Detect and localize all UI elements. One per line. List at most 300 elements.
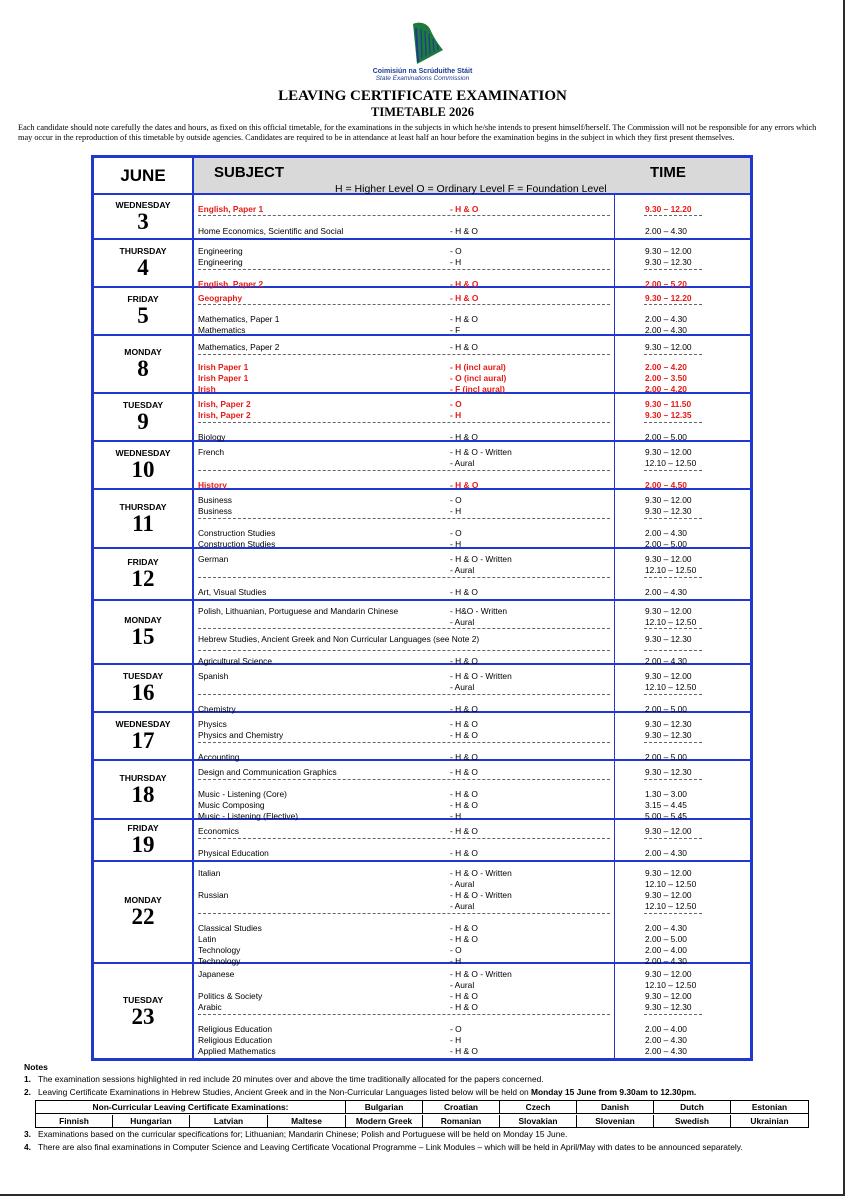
day-number: 3	[137, 208, 149, 234]
day-block	[94, 665, 750, 713]
day-number: 19	[131, 832, 155, 857]
session-separator	[644, 577, 702, 578]
exam-level: - H	[450, 410, 462, 420]
exam-time: 2.00 – 4.50	[645, 480, 687, 490]
day-block	[94, 336, 750, 394]
day-block	[94, 601, 750, 665]
day-name: TUESDAY	[122, 671, 164, 681]
exam-subject: English, Paper 1	[198, 204, 264, 214]
language-cell: Estonian	[751, 1102, 788, 1112]
session-separator	[198, 354, 610, 355]
exam-time: 2.00 – 4.30	[645, 656, 687, 666]
exam-row	[94, 606, 750, 617]
exam-level: - H & O	[450, 752, 478, 762]
exam-row	[94, 730, 750, 741]
session-separator	[644, 304, 702, 305]
exam-row	[94, 342, 750, 353]
exam-level: - H & O - Written	[450, 554, 512, 564]
note-4	[24, 1142, 743, 1153]
exam-level: - H	[450, 811, 462, 821]
day-name: THURSDAY	[119, 501, 167, 512]
exam-time: 12.10 – 12.50	[645, 458, 697, 468]
exam-time: 9.30 – 12.30	[645, 767, 692, 777]
exam-time: 2.00 – 4.30	[645, 1035, 687, 1045]
exam-subject: German	[198, 554, 229, 564]
session-separator	[644, 694, 702, 695]
page-subtitle: TIMETABLE 2026	[371, 105, 474, 119]
day-block	[94, 761, 750, 820]
exam-time: 9.30 – 12.00	[645, 671, 692, 681]
exam-level: - H & O	[450, 800, 478, 810]
languages-row-1	[36, 1101, 808, 1114]
exam-level: - O (incl aural)	[450, 373, 507, 383]
exam-level: - H	[450, 539, 462, 549]
day-number: 17	[131, 728, 155, 753]
exam-level: - H & O	[450, 204, 479, 214]
exam-time: 2.00 – 4.30	[645, 587, 687, 597]
exam-subject: Mathematics	[198, 325, 246, 335]
language-cell: Croatian	[423, 1101, 500, 1114]
exam-row	[94, 246, 750, 257]
day-number: 12	[131, 566, 155, 591]
exam-time: 9.30 – 12.00	[645, 447, 692, 457]
language-cell: Maltese	[268, 1115, 346, 1128]
exam-time: 9.30 – 12.00	[645, 991, 692, 1001]
session-separator	[644, 913, 702, 914]
exam-row	[94, 617, 750, 628]
exam-level: - H & O	[450, 719, 478, 729]
exam-time: 9.30 – 12.00	[645, 554, 692, 564]
session-separator	[198, 215, 610, 216]
session-separator	[198, 518, 610, 519]
exam-subject: Latin	[198, 934, 217, 944]
exam-time: 2.00 – 4.30	[645, 923, 687, 933]
exam-row	[94, 1002, 750, 1013]
exam-level: - H (incl aural)	[450, 362, 506, 372]
exam-time: 2.00 – 5.00	[645, 432, 687, 442]
exam-time: 9.30 – 12.00	[645, 826, 692, 836]
exam-time: 2.00 – 4.30	[645, 314, 687, 324]
exam-level: - Aural	[450, 617, 475, 627]
languages-row-2	[36, 1115, 808, 1128]
day-block	[94, 442, 750, 490]
ncl-label: Non-Curricular Leaving Certificate Examinations:	[36, 1101, 346, 1114]
session-separator	[644, 215, 702, 216]
exam-subject: Japanese	[198, 969, 235, 979]
exam-time: 2.00 – 4.30	[645, 325, 687, 335]
exam-subject: Arabic	[198, 1002, 222, 1012]
exam-row	[94, 969, 750, 980]
language-cell: Danish	[577, 1101, 654, 1114]
exam-time: 9.30 – 12.30	[645, 719, 692, 729]
exam-level: - Aural	[450, 682, 475, 692]
exam-level: - H & O	[450, 293, 479, 303]
exam-level: - H	[450, 1035, 462, 1045]
exam-time: 9.30 – 12.30	[645, 506, 692, 516]
notes-heading: Notes	[24, 1062, 48, 1072]
day-number: 22	[131, 904, 155, 929]
day-name: FRIDAY	[127, 823, 159, 833]
note-number: 2.	[24, 1087, 31, 1097]
exam-subject: Mathematics, Paper 1	[198, 314, 280, 324]
table-header	[94, 158, 750, 195]
day-block	[94, 195, 750, 240]
session-separator	[644, 838, 702, 839]
session-separator	[644, 518, 702, 519]
language-cell: Czech	[500, 1101, 577, 1114]
exam-row	[94, 879, 750, 890]
exam-level: - H & O	[450, 848, 478, 858]
exam-subject: Irish Paper 1	[198, 362, 249, 372]
exam-level: - H	[450, 506, 462, 516]
session-separator	[198, 470, 610, 471]
exam-level: - O	[450, 495, 462, 505]
exam-level: - O	[450, 399, 462, 409]
note-number: 3.	[24, 1129, 31, 1139]
exam-level: - Aural	[450, 879, 475, 889]
day-block	[94, 240, 750, 288]
exam-time: 9.30 – 12.00	[645, 342, 692, 352]
exam-subject: Accounting	[198, 752, 240, 762]
exam-level: - F	[450, 325, 461, 335]
exam-level: - Aural	[450, 565, 475, 575]
language-cell: Swedish	[654, 1115, 731, 1128]
exam-row	[94, 362, 750, 373]
exam-subject: Construction Studies	[198, 539, 276, 549]
exam-subject: Art, Visual Studies	[198, 587, 267, 597]
exam-level: - H & O - Written	[450, 447, 512, 457]
session-separator	[198, 422, 610, 423]
day-name: FRIDAY	[127, 294, 159, 304]
exam-row	[94, 945, 750, 956]
session-separator	[198, 577, 610, 578]
session-separator	[644, 1014, 702, 1015]
day-number: 11	[132, 510, 154, 536]
exam-subject: History	[198, 480, 227, 490]
exam-level: - Aural	[450, 980, 475, 990]
exam-row	[94, 826, 750, 837]
exam-time: 5.00 – 5.45	[645, 811, 687, 821]
exam-level: - H & O	[450, 656, 478, 666]
intro-paragraph: Each candidate should note carefully the dates and hours, as fixed on this official timetable, for the examinations in the subjects in which he/she intends to present himself/herself. The Commission will not be responsible for any errors which may occur in the reproduction of this timetable by outside agencies. Candidates are required to be in attendance at least half an hour before the examination begins in the subject in which they first present themselves.	[18, 123, 817, 142]
day-name: MONDAY	[124, 895, 162, 905]
exam-level: - H & O	[450, 826, 478, 836]
exam-subject: Construction Studies	[198, 528, 276, 538]
note-1	[24, 1074, 544, 1085]
exam-time: 12.10 – 12.50	[645, 980, 697, 990]
exam-level: - H & O	[450, 991, 478, 1001]
exam-time: 2.00 – 4.20	[645, 362, 687, 372]
exam-subject: Engineering	[198, 246, 243, 256]
exam-time: 2.00 – 4.30	[645, 226, 687, 236]
exam-row	[94, 587, 750, 598]
exam-level: - H & O	[450, 342, 478, 352]
exam-row	[94, 767, 750, 778]
exam-subject: Applied Mathematics	[198, 1046, 276, 1056]
exam-row	[94, 565, 750, 576]
session-separator	[644, 422, 702, 423]
session-separator	[198, 838, 610, 839]
exam-time: 2.00 – 5.00	[645, 539, 687, 549]
exam-row	[94, 980, 750, 991]
exam-level: - O	[450, 1024, 462, 1034]
exam-row	[94, 848, 750, 859]
exam-subject: Russian	[198, 890, 229, 900]
day-number: 18	[131, 781, 155, 807]
exam-time: 1.30 – 3.00	[645, 789, 687, 799]
exam-subject: Design and Communication Graphics	[198, 767, 337, 777]
day-number: 16	[131, 680, 155, 705]
day-number: 9	[137, 409, 149, 434]
exam-level: - H & O	[450, 789, 478, 799]
day-name: WEDNESDAY	[115, 448, 171, 458]
session-separator	[644, 779, 702, 780]
exam-time: 9.30 – 12.30	[645, 730, 692, 740]
exam-time: 9.30 – 12.00	[645, 606, 692, 616]
exam-time: 2.00 – 5.00	[645, 934, 687, 944]
session-separator	[198, 913, 610, 914]
exam-level: - Aural	[450, 901, 475, 911]
exam-time: 12.10 – 12.50	[645, 682, 697, 692]
org-name-irish: Coimisiún na Scrúduithe Stáit	[372, 68, 473, 75]
exam-row	[94, 410, 750, 421]
session-separator	[198, 650, 610, 651]
day-name: MONDAY	[124, 615, 162, 625]
exam-level: - H & O - Written	[450, 890, 512, 900]
exam-level: - H & O	[450, 1046, 478, 1056]
day-block	[94, 862, 750, 964]
exam-row	[94, 447, 750, 458]
exam-row	[94, 204, 750, 215]
exam-row	[94, 399, 750, 410]
note-2	[24, 1087, 696, 1098]
exam-row	[94, 868, 750, 879]
session-separator	[198, 742, 610, 743]
exam-subject: Geography	[198, 293, 243, 303]
exam-level: - H & O - Written	[450, 671, 512, 681]
language-cell: Bulgarian	[346, 1101, 423, 1114]
non-curricular-languages-table	[35, 1100, 809, 1128]
exam-row	[94, 923, 750, 934]
note-text: The examination sessions highlighted in red include 20 minutes over and above the time traditionally allocated for the papers concerned.	[38, 1074, 544, 1084]
session-separator	[198, 779, 610, 780]
exam-time: 9.30 – 12.00	[645, 890, 692, 900]
exam-row	[94, 789, 750, 800]
exam-subject: Business	[198, 495, 232, 505]
exam-time: 9.30 – 12.30	[645, 1002, 692, 1012]
exam-row	[94, 325, 750, 336]
exam-subject: Economics	[198, 826, 239, 836]
exam-subject: Irish	[198, 384, 216, 394]
exam-level: - Aural	[450, 458, 475, 468]
exam-time: 9.30 – 12.35	[645, 410, 692, 420]
exam-row	[94, 682, 750, 693]
level-legend: H = Higher Level O = Ordinary Level F = Foundation Level	[335, 183, 607, 195]
exam-time: 12.10 – 12.50	[645, 901, 697, 911]
day-name: FRIDAY	[127, 557, 159, 567]
exam-row	[94, 257, 750, 268]
session-separator	[198, 1014, 610, 1015]
session-separator	[644, 650, 702, 651]
time-header: TIME	[650, 164, 686, 181]
language-cell: Slovenian	[577, 1115, 654, 1128]
exam-time: 2.00 – 5.00	[645, 752, 687, 762]
language-cell: Latvian	[190, 1115, 268, 1128]
day-name: MONDAY	[124, 347, 162, 357]
exam-level: - H	[450, 956, 462, 966]
exam-subject: Politics & Society	[198, 991, 263, 1001]
language-cell: Finnish	[36, 1115, 113, 1128]
exam-subject: Music - Listening (Elective)	[198, 811, 299, 821]
page-title: LEAVING CERTIFICATE EXAMINATION	[278, 88, 567, 104]
exam-time: 9.30 – 12.00	[645, 868, 692, 878]
exam-subject: Chemistry	[198, 704, 236, 714]
exam-level: - H & O	[450, 480, 479, 490]
exam-row	[94, 373, 750, 384]
exam-row	[94, 934, 750, 945]
exam-subject: Italian	[198, 868, 221, 878]
note-text: Leaving Certificate Examinations in Hebrew Studies, Ancient Greek and in the Non-Curricular Languages listed below will be held on	[38, 1087, 531, 1097]
day-name: WEDNESDAY	[115, 719, 171, 729]
exam-row	[94, 1035, 750, 1046]
exam-level: - H & O	[450, 923, 478, 933]
exam-row	[94, 671, 750, 682]
exam-time: 3.15 – 4.45	[645, 800, 687, 810]
exam-time: 2.00 – 3.50	[645, 373, 687, 383]
exam-subject: Engineering	[198, 257, 243, 267]
day-name: TUESDAY	[122, 400, 164, 410]
exam-time: 2.00 – 4.00	[645, 945, 687, 955]
exam-level: - H	[450, 257, 462, 267]
day-number: 5	[137, 303, 149, 328]
exam-subject: Agricultural Science	[198, 656, 273, 666]
language-cell: Ukrainian	[750, 1116, 789, 1126]
exam-subject: Technology	[198, 945, 241, 955]
exam-time: 9.30 – 12.00	[645, 495, 692, 505]
exam-level: - H & O	[450, 226, 478, 236]
exam-level: - H & O - Written	[450, 868, 512, 878]
day-block	[94, 394, 750, 442]
day-name: THURSDAY	[119, 772, 167, 783]
exam-time: 2.00 – 4.00	[645, 1024, 687, 1034]
exam-level: - H & O	[450, 314, 478, 324]
exam-row	[94, 554, 750, 565]
note-number: 1.	[24, 1074, 31, 1084]
exam-level: - H & O - Written	[450, 969, 512, 979]
exam-subject: English, Paper 2	[198, 279, 264, 289]
exam-time: 12.10 – 12.50	[645, 565, 697, 575]
exam-time: 12.10 – 12.50	[645, 617, 697, 627]
harp-logo-icon	[405, 20, 445, 68]
exam-level: - H & O	[450, 730, 478, 740]
exam-subject: Biology	[198, 432, 226, 442]
note-bold-text: Monday 15 June from 9.30am to 12.30pm.	[531, 1087, 697, 1097]
exam-level: - H & O	[450, 704, 478, 714]
exam-subject: Mathematics, Paper 2	[198, 342, 280, 352]
exam-time: 2.00 – 4.30	[645, 1046, 687, 1056]
exam-time: 2.00 – 4.30	[645, 956, 687, 966]
exam-time: 2.00 – 4.30	[645, 528, 687, 538]
session-separator	[198, 304, 610, 305]
day-name: WEDNESDAY	[115, 199, 171, 210]
org-name-english: State Examinations Commission	[375, 75, 470, 82]
day-number: 15	[131, 624, 155, 649]
exam-time: 2.00 – 5.20	[645, 279, 687, 289]
exam-subject: Spanish	[198, 671, 229, 681]
exam-subject: Irish Paper 1	[198, 373, 249, 383]
exam-subject: Irish, Paper 2	[198, 410, 251, 420]
session-separator	[644, 470, 702, 471]
exam-time: 2.00 – 5.00	[645, 704, 687, 714]
exam-time: 9.30 – 12.30	[645, 257, 692, 267]
exam-row	[94, 1024, 750, 1035]
note-text: There are also final examinations in Computer Science and Leaving Certificate Vocational Programme – Link Modules – which will be held in April/May with dates to be announced separately.	[38, 1142, 743, 1152]
subject-header: SUBJECT	[214, 164, 285, 181]
exam-row	[94, 890, 750, 901]
exam-level: - O	[450, 246, 462, 256]
day-block	[94, 288, 750, 336]
exam-row	[94, 901, 750, 912]
exam-level: - O	[450, 945, 462, 955]
day-block	[94, 549, 750, 601]
day-block	[94, 490, 750, 549]
exam-time: 9.30 – 11.50	[645, 399, 692, 409]
exam-level: - H & O	[450, 432, 478, 442]
exam-row	[94, 528, 750, 539]
exam-row	[94, 991, 750, 1002]
day-block	[94, 713, 750, 761]
exam-time: 9.30 – 12.20	[645, 293, 692, 303]
exam-subject: Polish, Lithuanian, Portuguese and Mandarin Chinese	[198, 606, 399, 616]
exam-subject: Irish, Paper 2	[198, 399, 251, 409]
exam-time: 9.30 – 12.00	[645, 969, 692, 979]
note-3	[24, 1129, 567, 1140]
exam-subject: Religious Education	[198, 1024, 273, 1034]
exam-time: 9.30 – 12.20	[645, 204, 692, 214]
session-separator	[644, 269, 702, 270]
exam-time: 9.30 – 12.00	[645, 246, 692, 256]
day-number: 8	[137, 356, 149, 381]
exam-subject: Physics and Chemistry	[198, 730, 284, 740]
exam-row	[94, 634, 750, 645]
exam-level: - H & O	[450, 279, 479, 289]
language-cell: Romanian	[423, 1115, 500, 1128]
day-name: TUESDAY	[122, 994, 164, 1005]
language-cell: Slovakian	[500, 1115, 577, 1128]
session-separator	[198, 628, 610, 629]
day-block	[94, 820, 750, 862]
month-header: JUNE	[94, 158, 194, 193]
exam-level: - O	[450, 528, 462, 538]
session-separator	[644, 354, 702, 355]
exam-subject: Hebrew Studies, Ancient Greek and Non Curricular Languages (see Note 2)	[198, 634, 480, 644]
session-separator	[198, 269, 610, 270]
language-cell: Hungarian	[113, 1115, 190, 1128]
exam-row	[94, 226, 750, 237]
session-separator	[644, 742, 702, 743]
exam-row	[94, 800, 750, 811]
exam-level: - F (incl aural)	[450, 384, 505, 394]
exam-subject: Religious Education	[198, 1035, 273, 1045]
day-block	[94, 964, 750, 1061]
exam-subject: Business	[198, 506, 232, 516]
day-number: 23	[131, 1003, 155, 1029]
exam-row	[94, 314, 750, 325]
exam-level: - H & O	[450, 1002, 478, 1012]
exam-row	[94, 719, 750, 730]
exam-subject: Technology	[198, 956, 241, 966]
exam-row	[94, 506, 750, 517]
